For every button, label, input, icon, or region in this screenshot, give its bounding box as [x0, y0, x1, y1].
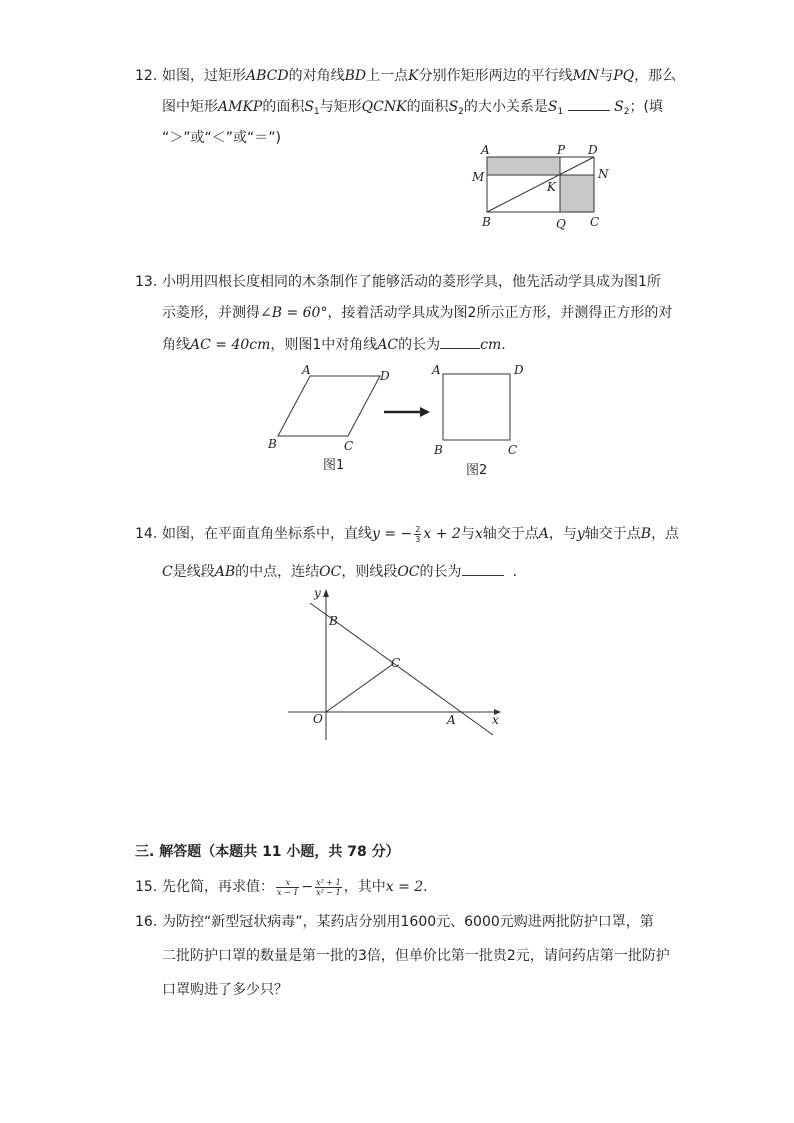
q12-figure: [470, 140, 620, 235]
figure-2-caption: 图2: [466, 463, 488, 478]
answer-blank[interactable]: [440, 334, 480, 349]
label-b: B: [482, 215, 491, 229]
question-number: 15.: [135, 879, 158, 895]
label-m: M: [472, 170, 485, 184]
fraction: $\frac{2}{3}$: [415, 524, 421, 544]
question-number: 16.: [135, 914, 158, 930]
label-a: A: [447, 713, 456, 727]
figure-1-caption: 图1: [323, 458, 345, 473]
q13-line-2: 示菱形，并测得∠B = 60°，接着活动学具成为图2所示正方形，并测得正方形的对: [162, 305, 673, 321]
q16-line-2: 二批防护口罩的数量是第一批的3倍，但单价比第一批贵2元，请问药店第一批防护: [162, 948, 670, 964]
section-heading: 三. 解答题（本题共 11 小题，共 78 分）: [135, 844, 400, 860]
label-c: C: [508, 443, 518, 457]
label-d: D: [380, 369, 390, 383]
y-axis-arrow-icon: [323, 589, 329, 597]
answer-blank[interactable]: [568, 96, 610, 111]
question-number: 12.: [135, 68, 158, 84]
label-d: D: [514, 363, 524, 377]
fraction: $\frac{x}{x - 1}$: [277, 877, 299, 897]
label-y: y: [314, 586, 321, 600]
q15-line-1: 先化简，再求值： $\frac{x}{x - 1}$ − $\frac{\text{x² + 1}}{\text{x² − 1}}$ ，其中x = 2.: [162, 877, 428, 897]
label-b: B: [434, 443, 443, 457]
label-b: B: [329, 614, 338, 628]
rhombus-figure-1: [278, 376, 380, 436]
arrow-head-icon: [420, 407, 430, 417]
label-o: O: [313, 712, 323, 726]
q14-line-2: C是线段AB的中点，连结OC，则线段OC的长为 .: [162, 561, 517, 582]
question-number: 14.: [135, 526, 158, 542]
label-c: C: [344, 439, 354, 453]
label-b: B: [268, 437, 277, 451]
label-c: C: [590, 215, 600, 229]
shaded-rect-qcnk: [560, 175, 594, 212]
q12-line-3: “＞”或“＜”或“＝”): [162, 130, 281, 146]
shaded-rect-amkp: [487, 157, 560, 175]
question-number: 13.: [135, 274, 158, 290]
label-q: Q: [556, 217, 566, 231]
q13-line-1: 小明用四根长度相同的木条制作了能够活动的菱形学具，他先活动学具成为图1所: [162, 274, 661, 290]
q14-line-1: 如图，在平面直角坐标系中，直线y = − $\frac{2}{3}$ x + 2与x轴交于点A，与y轴交于点B，点: [162, 524, 680, 544]
label-k: K: [547, 180, 556, 194]
fraction: $\frac{\text{x² + 1}}{\text{x² − 1}}$: [316, 877, 341, 897]
label-n: N: [598, 167, 609, 181]
label-x: x: [492, 713, 499, 727]
label-p: P: [557, 143, 566, 157]
q12-line-1: 如图，过矩形ABCD的对角线BD上一点K分别作矩形两边的平行线MN与PQ，那么: [162, 68, 677, 84]
segment-oc: [326, 664, 393, 712]
answer-blank[interactable]: [462, 561, 504, 576]
label-a: A: [432, 363, 441, 377]
q13-figure: [260, 362, 540, 482]
q14-figure: [280, 585, 510, 745]
q16-line-3: 口罩购进了多少只？: [162, 982, 288, 998]
q16-line-1: 为防控“新型冠状病毒”，某药店分别用1600元、6000元购进两批防护口罩，第: [162, 914, 654, 930]
label-c: C: [391, 656, 401, 670]
label-a: A: [481, 143, 490, 157]
q13-line-3: 角线AC = 40cm，则图1中对角线AC的长为 cm.: [162, 334, 506, 355]
q12-line-2: 图中矩形AMKP的面积$S_1$与矩形QCNK的面积$S_2$的大小关系是$S_1$ $S_2$；(填: [162, 96, 663, 122]
label-d: D: [588, 143, 598, 157]
square-figure-2: [443, 374, 510, 440]
label-a: A: [302, 363, 311, 377]
